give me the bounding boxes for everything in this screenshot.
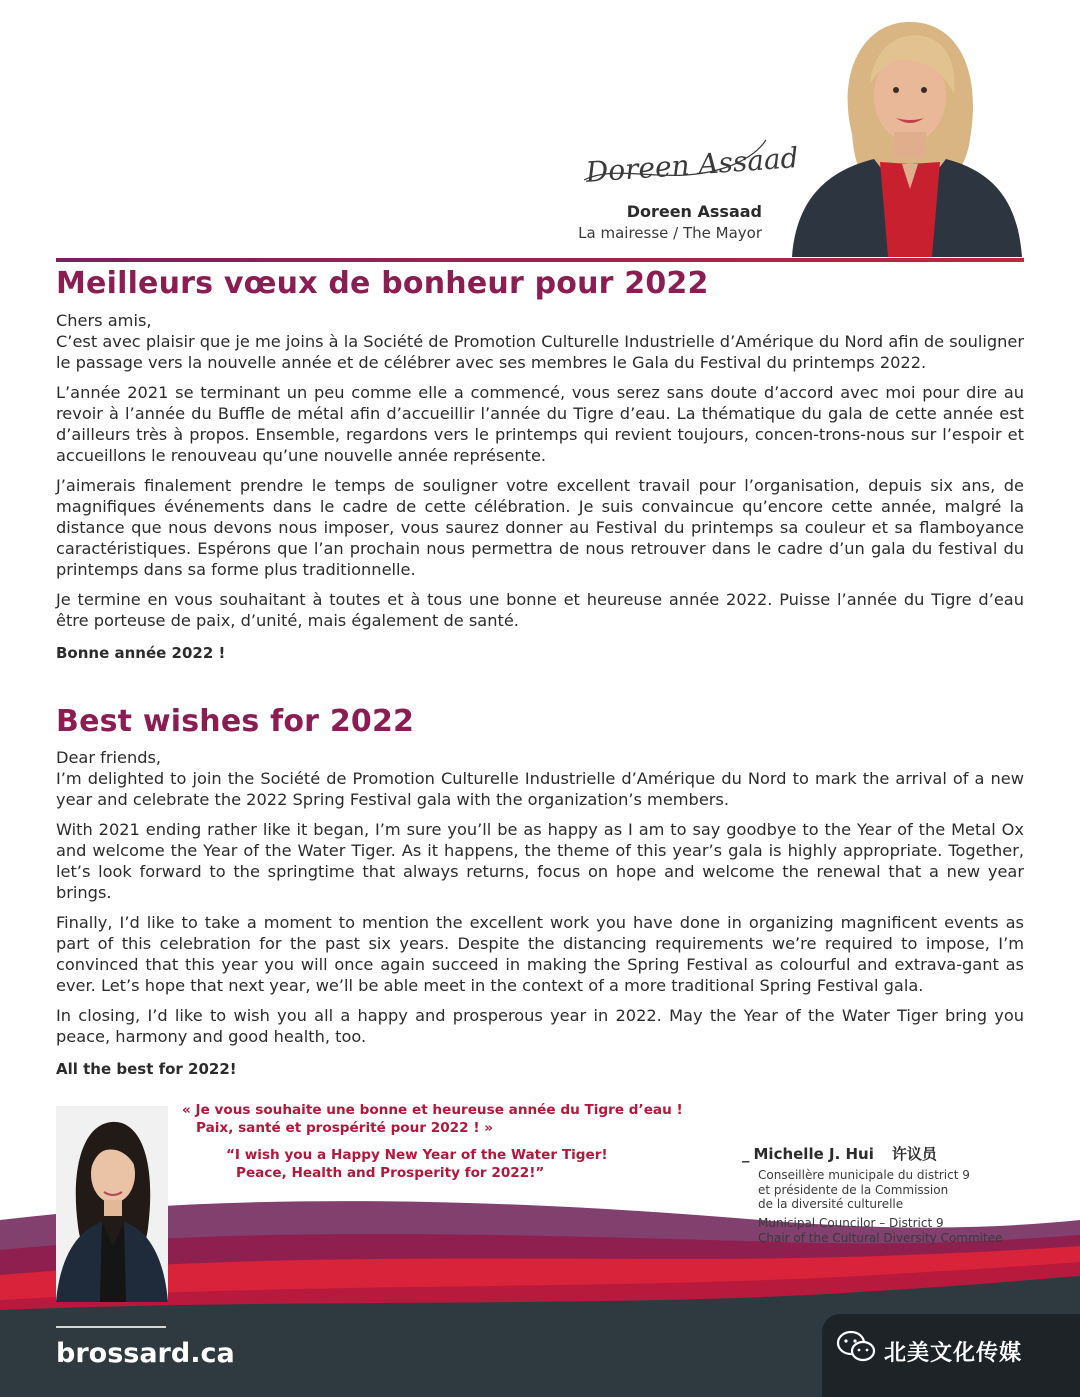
watermark-text: 北美文化传媒: [884, 1341, 1023, 1366]
english-letter: [56, 747, 1024, 1089]
french-title: Meilleurs vœux de bonheur pour 2022: [56, 266, 709, 301]
mayor-photo: [782, 14, 1028, 257]
quote-french-line: Paix, santé et prospérité pour 2022 ! »: [196, 1120, 494, 1136]
footer-website-link[interactable]: brossard.ca: [56, 1338, 235, 1369]
signature-text: Doreen Assaad: [584, 141, 800, 189]
signature: [580, 132, 800, 198]
footer-divider: [56, 1326, 166, 1328]
english-closing: All the best for 2022!: [56, 1060, 237, 1078]
english-paragraph: In closing, I’d like to wish you all a happy and prosperous year in 2022. May the Year of the Water Tiger bring you peace, harmony and good health, too.: [56, 1006, 1024, 1046]
french-paragraph: Je termine en vous souhaitant à toutes et à tous une bonne et heureuse année 2022. Puisse l’année du Tigre d’eau être porteuse de paix, d’unité, mais également de santé.: [56, 590, 1024, 630]
english-paragraph: With 2021 ending rather like it began, I’m sure you’ll be as happy as I am to say goodbye to the Year of the Metal Ox and welcome the Year of the Water Tiger. As it happens, the theme of this year’s gala is highly appropriate. Together, let’s look forward to the springtime that always returns, focus on hope and welcome the renewal that a new year brings.: [56, 820, 1024, 902]
french-paragraph: J’aimerais finalement prendre le temps de souligner votre excellent travail pour l’organisation, depuis six ans, de magnifiques événements dans le cadre de cette célébration. Je suis convaincue qu’encore cette année, malgré la distance que nous devons nous imposer, vous saurez donner au Festival du printemps sa couleur et sa flamboyance caractéristiques. Espérons que l’an prochain nous permettra de nous retrouver dans le cadre d’un gala du festival du printemps dans sa forme plus traditionnelle.: [56, 476, 1024, 579]
councillor-title-line: de la diversité culturelle: [758, 1197, 904, 1211]
quote-english-line: “I wish you a Happy New Year of the Water Tiger!: [226, 1147, 608, 1163]
quote-english: [226, 1146, 608, 1182]
councillor-title-line: Chair of the Cultural Diversity Commitee: [758, 1230, 1003, 1245]
mayor-name: Doreen Assaad: [626, 202, 762, 221]
wechat-icon: [836, 1330, 876, 1364]
councillor-title-french: [758, 1168, 970, 1212]
councillor-name: Michelle J. Hui: [753, 1145, 874, 1163]
french-paragraph: L’année 2021 se terminant un peu comme elle a commencé, vous serez sans doute d’accord avec moi pour dire au revoir à l’année du Buffle de métal afin d’accueillir l’année du Tigre d’eau. La thématique du gala de cette année est d’ailleurs très à propos. Ensemble, regardons vers le printemps qui revient toujours, concen-trons-nous sur l’espoir et accueillons le renouveau qu’une nouvelle année représente.: [56, 383, 1024, 465]
header-divider: [56, 258, 1024, 262]
quote-french-line: « Je vous souhaite une bonne et heureuse année du Tigre d’eau !: [182, 1102, 683, 1118]
quote-french: [182, 1101, 683, 1137]
councillor-title-line: Conseillère municipale du district 9: [758, 1168, 970, 1182]
quote-english-line: Peace, Health and Prosperity for 2022!”: [236, 1165, 545, 1181]
french-paragraph: C’est avec plaisir que je me joins à la Société de Promotion Culturelle Industrielle d’Amérique du Nord afin de souligner le passage vers la nouvelle année et de célébrer avec ses membres le Gala du Festival du printemps 2022.: [56, 332, 1024, 372]
mayor-title: La mairesse / The Mayor: [578, 224, 762, 242]
councillor-photo: [56, 1106, 168, 1302]
english-title: Best wishes for 2022: [56, 704, 415, 739]
english-paragraph: Finally, I’d like to take a moment to mention the excellent work you have done in organizing magnificent events as part of this celebration for the past six years. Despite the distancing requirements we’re required to impose, I’m convinced that this year you will once again succeed in making the Spring Festival as colourful and extrava-gant as ever. Let’s hope that next year, we’ll be able meet in the context of a more traditional Spring Festival gala.: [56, 913, 1024, 995]
councillor-title-english: [758, 1216, 1002, 1245]
english-salutation: Dear friends,: [56, 748, 162, 767]
signature-dash: _: [742, 1145, 750, 1163]
councillor-title-line: Municipal Councilor – District 9: [758, 1216, 944, 1230]
councillor-name-line: [742, 1143, 937, 1164]
english-paragraph: I’m delighted to join the Société de Promotion Culturelle Industrielle d’Amérique du Nord to mark the arrival of a new year and celebrate the 2022 Spring Festival gala with the organization’s members.: [56, 769, 1024, 809]
councillor-chinese-title: 许议员: [891, 1145, 937, 1163]
french-closing: Bonne année 2022 !: [56, 644, 226, 662]
french-letter: [56, 310, 1024, 673]
french-salutation: Chers amis,: [56, 311, 152, 330]
councillor-title-line: et présidente de la Commission: [758, 1182, 949, 1197]
